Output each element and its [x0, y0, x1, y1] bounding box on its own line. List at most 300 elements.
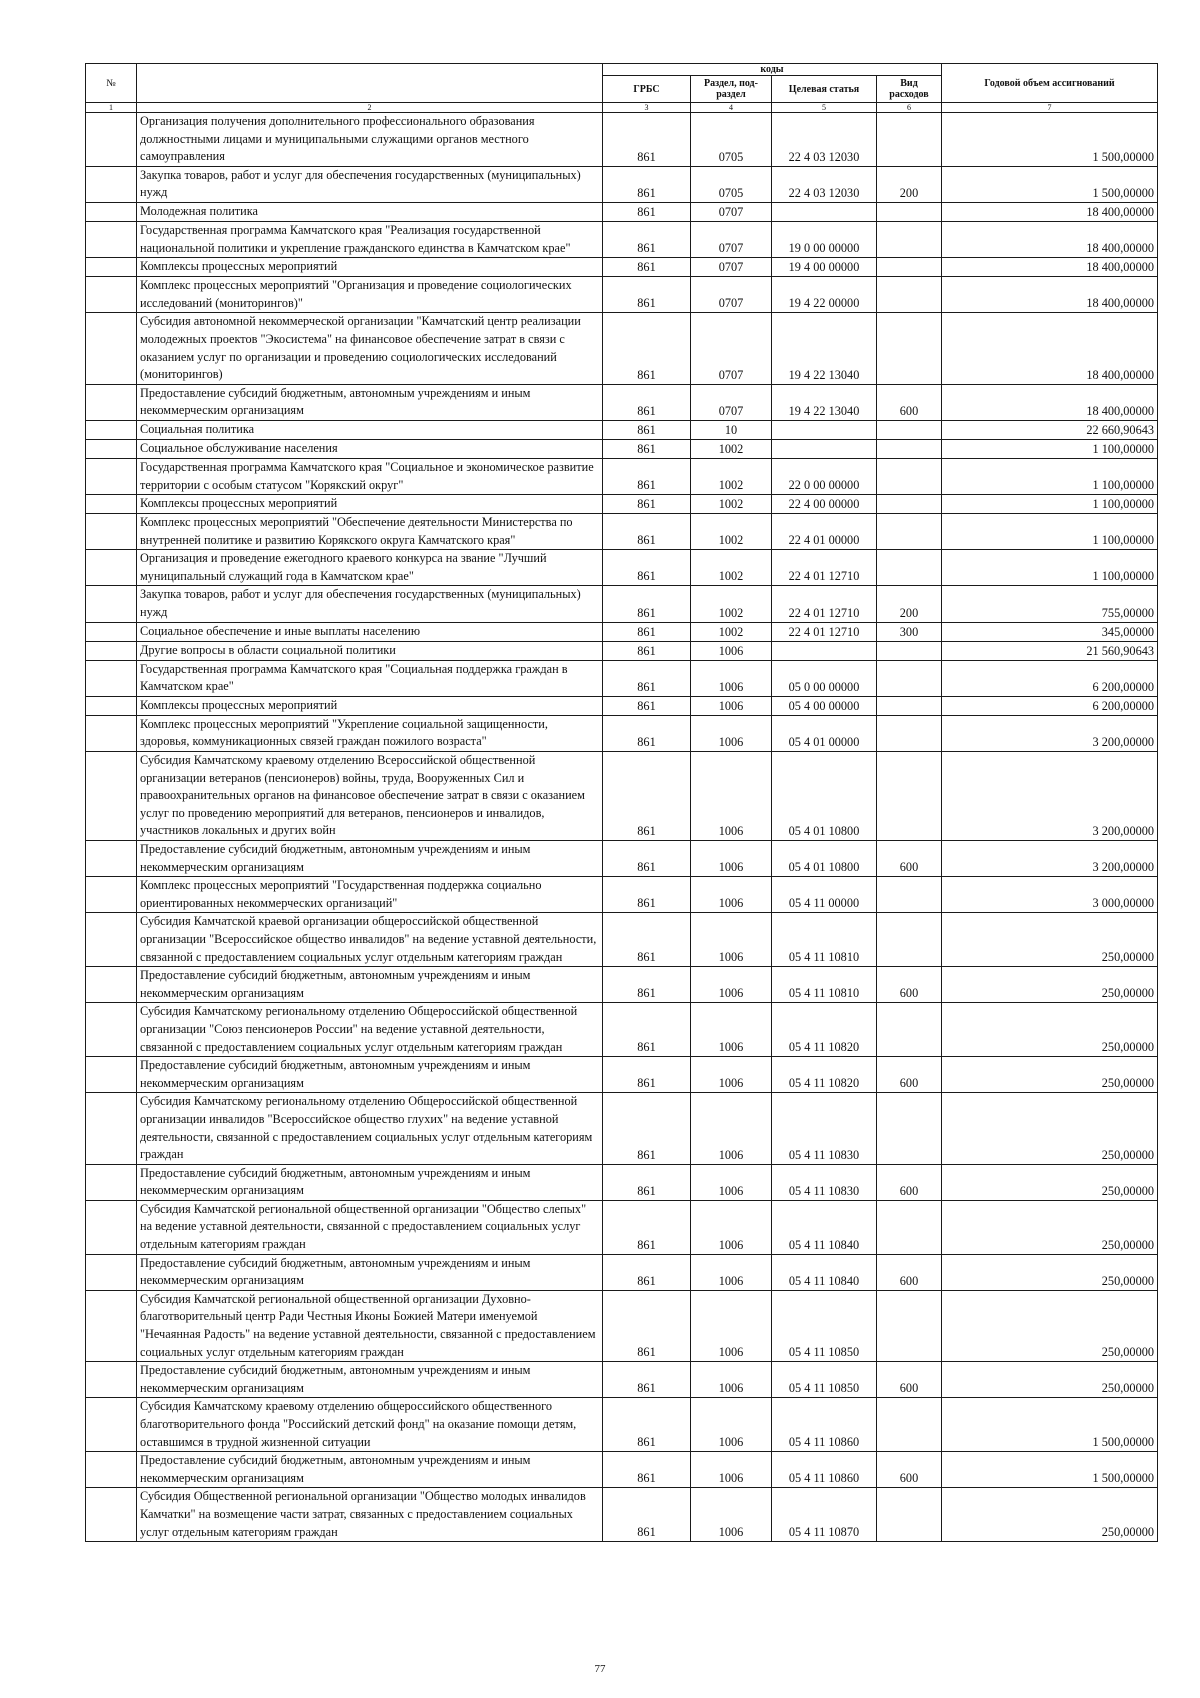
- row-grbs: 861: [603, 166, 691, 202]
- row-name: Организация получения дополнительного профессионального образования должностными лицами и муниципальными служащими органов местного самоуправления: [137, 113, 603, 167]
- row-section: 1006: [691, 967, 772, 1003]
- header-col-numbers: [86, 103, 1158, 113]
- row-section: 1006: [691, 752, 772, 841]
- row-number-cell: [86, 166, 137, 202]
- row-target: 05 4 11 10820: [772, 1003, 877, 1057]
- row-section: 0705: [691, 166, 772, 202]
- row-amount: 1 500,00000: [942, 166, 1158, 202]
- row-grbs: 861: [603, 1488, 691, 1542]
- row-name: Государственная программа Камчатского края "Социальная поддержка граждан в Камчатском крае": [137, 660, 603, 696]
- row-section: 1006: [691, 641, 772, 660]
- row-section: 1006: [691, 1362, 772, 1398]
- row-target: 05 4 11 10850: [772, 1362, 877, 1398]
- row-grbs: 861: [603, 1290, 691, 1361]
- row-grbs: 861: [603, 1254, 691, 1290]
- row-amount: 18 400,00000: [942, 258, 1158, 277]
- row-number-cell: [86, 550, 137, 586]
- row-amount: 3 000,00000: [942, 877, 1158, 913]
- row-name: Комплексы процессных мероприятий: [137, 495, 603, 514]
- table-row: [86, 660, 1158, 696]
- row-grbs: 861: [603, 752, 691, 841]
- row-number-cell: [86, 514, 137, 550]
- row-kind: [877, 1488, 942, 1542]
- row-target: 05 4 11 10860: [772, 1452, 877, 1488]
- table-header: [86, 64, 1158, 113]
- row-number-cell: [86, 458, 137, 494]
- page-number: 77: [594, 1663, 606, 1675]
- row-kind: 200: [877, 166, 942, 202]
- row-kind: [877, 1003, 942, 1057]
- row-target: 05 4 11 10840: [772, 1254, 877, 1290]
- row-amount: 1 100,00000: [942, 514, 1158, 550]
- row-section: 1002: [691, 458, 772, 494]
- row-target: 05 4 11 10830: [772, 1164, 877, 1200]
- row-name: Субсидия Камчатскому краевому отделению общероссийского общественного благотворительного фонда "Российский детский фонд" на оказание помощи детям, оставшимся в трудной жизненной ситуации: [137, 1398, 603, 1452]
- row-name: Другие вопросы в области социальной политики: [137, 641, 603, 660]
- row-kind: [877, 313, 942, 384]
- row-name: Субсидия Камчатскому региональному отделению Общероссийской общественной организации "Союз пенсионеров России" на ведение уставной деятельности, связанной с предоставлением социальных услуг отдельным категориям граждан: [137, 1003, 603, 1057]
- row-grbs: 861: [603, 221, 691, 257]
- row-grbs: 861: [603, 458, 691, 494]
- row-kind: 600: [877, 1057, 942, 1093]
- row-section: 0707: [691, 202, 772, 221]
- row-section: 1006: [691, 1290, 772, 1361]
- row-name: Социальная политика: [137, 420, 603, 439]
- row-name: Комплекс процессных мероприятий "Обеспечение деятельности Министерства по внутренней политике и развитию Корякского округа Камчатского края": [137, 514, 603, 550]
- row-amount: 18 400,00000: [942, 384, 1158, 420]
- row-amount: 18 400,00000: [942, 313, 1158, 384]
- row-name: Предоставление субсидий бюджетным, автономным учреждениям и иным некоммерческим организациям: [137, 1164, 603, 1200]
- row-amount: 250,00000: [942, 967, 1158, 1003]
- row-amount: 250,00000: [942, 1164, 1158, 1200]
- row-number-cell: [86, 1003, 137, 1057]
- row-kind: [877, 1290, 942, 1361]
- row-kind: [877, 277, 942, 313]
- row-kind: [877, 752, 942, 841]
- row-name: Субсидия Общественной региональной организации "Общество молодых инвалидов Камчатки" на возмещение части затрат, связанных с предоставлением социальных услуг отдельным категориям граждан: [137, 1488, 603, 1542]
- table-row: [86, 221, 1158, 257]
- header-target: Целевая статья: [772, 76, 877, 103]
- row-name: Субсидия Камчатской краевой организации общероссийской общественной организации "Всероссийское общество инвалидов" на ведение уставной деятельности, связанной с предоставлением социальных услуг отдельным категориям граждан: [137, 913, 603, 967]
- row-kind: [877, 458, 942, 494]
- row-grbs: 861: [603, 113, 691, 167]
- row-section: 1006: [691, 913, 772, 967]
- row-kind: [877, 113, 942, 167]
- header-grbs: ГРБС: [603, 76, 691, 103]
- row-amount: 250,00000: [942, 1488, 1158, 1542]
- table-row: [86, 277, 1158, 313]
- row-name: Комплексы процессных мероприятий: [137, 696, 603, 715]
- row-grbs: 861: [603, 1452, 691, 1488]
- row-target: 05 4 01 10800: [772, 752, 877, 841]
- row-grbs: 861: [603, 202, 691, 221]
- row-amount: 1 100,00000: [942, 495, 1158, 514]
- row-number-cell: [86, 1488, 137, 1542]
- row-name: Субсидия Камчатскому региональному отделению Общероссийской общественной организации инвалидов "Всероссийское общество глухих" на ведение уставной деятельности, связанной с предоставлением социальных услуг отдельным категориям граждан: [137, 1093, 603, 1164]
- row-section: 1006: [691, 1003, 772, 1057]
- row-section: 1006: [691, 1057, 772, 1093]
- row-section: 10: [691, 420, 772, 439]
- row-grbs: 861: [603, 641, 691, 660]
- row-grbs: 861: [603, 913, 691, 967]
- table-row: [86, 1003, 1158, 1057]
- row-grbs: 861: [603, 313, 691, 384]
- row-kind: [877, 715, 942, 751]
- budget-table-sheet: [85, 63, 1157, 1542]
- row-name: Предоставление субсидий бюджетным, автономным учреждениям и иным некоммерческим организациям: [137, 384, 603, 420]
- row-number-cell: [86, 1093, 137, 1164]
- row-target: 22 0 00 00000: [772, 458, 877, 494]
- col-number: 7: [942, 103, 1158, 113]
- row-section: 1006: [691, 660, 772, 696]
- row-amount: 22 660,90643: [942, 420, 1158, 439]
- row-section: 1002: [691, 495, 772, 514]
- row-section: 1006: [691, 1200, 772, 1254]
- row-section: 1006: [691, 1164, 772, 1200]
- row-grbs: 861: [603, 715, 691, 751]
- col-number: 3: [603, 103, 691, 113]
- row-number-cell: [86, 877, 137, 913]
- table-row: [86, 1057, 1158, 1093]
- table-row: [86, 1452, 1158, 1488]
- table-row: [86, 495, 1158, 514]
- row-number-cell: [86, 1164, 137, 1200]
- row-name: Социальное обслуживание населения: [137, 439, 603, 458]
- row-name: Закупка товаров, работ и услуг для обеспечения государственных (муниципальных) нужд: [137, 166, 603, 202]
- row-target: 05 4 11 10840: [772, 1200, 877, 1254]
- row-name: Комплекс процессных мероприятий "Укрепление социальной защищенности, здоровья, коммуникационных связей граждан пожилого возраста": [137, 715, 603, 751]
- row-number-cell: [86, 1057, 137, 1093]
- row-target: 22 4 01 12710: [772, 550, 877, 586]
- row-target: 22 4 01 12710: [772, 586, 877, 622]
- row-kind: [877, 514, 942, 550]
- row-grbs: 861: [603, 1003, 691, 1057]
- row-number-cell: [86, 202, 137, 221]
- row-target: 05 4 01 00000: [772, 715, 877, 751]
- row-name: Организация и проведение ежегодного краевого конкурса на звание "Лучший муниципальный служащий года в Камчатском крае": [137, 550, 603, 586]
- header-amount: Годовой объем ассигнований: [942, 64, 1158, 103]
- row-grbs: 861: [603, 258, 691, 277]
- row-section: 1002: [691, 514, 772, 550]
- row-amount: 250,00000: [942, 1254, 1158, 1290]
- row-grbs: 861: [603, 420, 691, 439]
- row-amount: 250,00000: [942, 1093, 1158, 1164]
- row-number-cell: [86, 1452, 137, 1488]
- row-number-cell: [86, 258, 137, 277]
- row-amount: 3 200,00000: [942, 752, 1158, 841]
- table-row: [86, 384, 1158, 420]
- row-kind: 600: [877, 1362, 942, 1398]
- row-number-cell: [86, 696, 137, 715]
- row-number-cell: [86, 913, 137, 967]
- row-kind: 600: [877, 1164, 942, 1200]
- table-row: [86, 752, 1158, 841]
- row-grbs: 861: [603, 1057, 691, 1093]
- row-target: 05 4 11 10850: [772, 1290, 877, 1361]
- row-number-cell: [86, 841, 137, 877]
- row-amount: 18 400,00000: [942, 202, 1158, 221]
- row-number-cell: [86, 1254, 137, 1290]
- row-grbs: 861: [603, 1398, 691, 1452]
- row-target: [772, 420, 877, 439]
- row-kind: [877, 439, 942, 458]
- table-row: [86, 641, 1158, 660]
- row-kind: [877, 550, 942, 586]
- row-grbs: 861: [603, 841, 691, 877]
- row-target: 05 4 11 10810: [772, 913, 877, 967]
- row-number-cell: [86, 660, 137, 696]
- budget-table: [85, 63, 1158, 1542]
- table-row: [86, 313, 1158, 384]
- row-name: Субсидия Камчатской региональной общественной организации "Общество слепых" на ведение уставной деятельности, связанной с предоставлением социальных услуг отдельным категориям граждан: [137, 1200, 603, 1254]
- row-grbs: 861: [603, 439, 691, 458]
- row-number-cell: [86, 1398, 137, 1452]
- header-name-col: [137, 64, 603, 103]
- row-target: [772, 641, 877, 660]
- row-section: 1006: [691, 715, 772, 751]
- row-amount: 1 500,00000: [942, 113, 1158, 167]
- row-kind: 200: [877, 586, 942, 622]
- row-kind: [877, 495, 942, 514]
- row-section: 1002: [691, 586, 772, 622]
- table-row: [86, 1093, 1158, 1164]
- row-target: 19 4 22 13040: [772, 384, 877, 420]
- row-kind: [877, 202, 942, 221]
- row-target: 19 4 22 13040: [772, 313, 877, 384]
- row-amount: 755,00000: [942, 586, 1158, 622]
- row-target: 22 4 01 00000: [772, 514, 877, 550]
- row-section: 0707: [691, 258, 772, 277]
- row-number-cell: [86, 752, 137, 841]
- row-kind: 600: [877, 967, 942, 1003]
- table-row: [86, 715, 1158, 751]
- table-row: [86, 1290, 1158, 1361]
- table-row: [86, 913, 1158, 967]
- row-amount: 6 200,00000: [942, 696, 1158, 715]
- table-row: [86, 1164, 1158, 1200]
- table-body: [86, 113, 1158, 1542]
- row-target: 05 4 11 10860: [772, 1398, 877, 1452]
- row-grbs: 861: [603, 586, 691, 622]
- row-grbs: 861: [603, 1164, 691, 1200]
- table-row: [86, 1488, 1158, 1542]
- row-grbs: 861: [603, 967, 691, 1003]
- row-amount: 1 100,00000: [942, 439, 1158, 458]
- row-amount: 250,00000: [942, 1362, 1158, 1398]
- header-kind: Вид расходов: [877, 76, 942, 103]
- row-name: Предоставление субсидий бюджетным, автономным учреждениям и иным некоммерческим организациям: [137, 1057, 603, 1093]
- row-amount: 345,00000: [942, 622, 1158, 641]
- row-target: 05 4 11 10820: [772, 1057, 877, 1093]
- row-name: Субсидия автономной некоммерческой организации "Камчатский центр реализации молодежных проектов "Экосистема" на финансовое обеспечение затрат в связи с оказанием услуг по организации и проведению социологических исследований (мониторингов): [137, 313, 603, 384]
- row-name: Молодежная политика: [137, 202, 603, 221]
- row-name: Предоставление субсидий бюджетным, автономным учреждениям и иным некоммерческим организациям: [137, 967, 603, 1003]
- row-amount: 250,00000: [942, 1290, 1158, 1361]
- row-name: Комплексы процессных мероприятий: [137, 258, 603, 277]
- row-section: 0707: [691, 221, 772, 257]
- row-grbs: 861: [603, 660, 691, 696]
- row-amount: 250,00000: [942, 913, 1158, 967]
- table-row: [86, 166, 1158, 202]
- row-number-cell: [86, 420, 137, 439]
- row-section: 1006: [691, 1452, 772, 1488]
- row-kind: [877, 258, 942, 277]
- row-grbs: 861: [603, 877, 691, 913]
- row-amount: 3 200,00000: [942, 841, 1158, 877]
- row-grbs: 861: [603, 1200, 691, 1254]
- row-name: Субсидия Камчатскому краевому отделению Всероссийской общественной организации ветеранов (пенсионеров) войны, труда, Вооруженных Сил и правоохранительных органов на финансовое обеспечение затрат в связи с оказанием услуг по проведению мероприятий для ветеранов, пенсионеров и инвалидов, участников локальных и других войн: [137, 752, 603, 841]
- row-grbs: 861: [603, 277, 691, 313]
- table-row: [86, 202, 1158, 221]
- row-number-cell: [86, 715, 137, 751]
- table-row: [86, 586, 1158, 622]
- col-number: 2: [137, 103, 603, 113]
- row-grbs: 861: [603, 495, 691, 514]
- table-row: [86, 550, 1158, 586]
- row-kind: [877, 420, 942, 439]
- table-row: [86, 514, 1158, 550]
- row-target: 05 4 01 10800: [772, 841, 877, 877]
- row-name: Государственная программа Камчатского края "Социальное и экономическое развитие территории с особым статусом "Корякский округ": [137, 458, 603, 494]
- row-target: 22 4 01 12710: [772, 622, 877, 641]
- row-target: 22 4 03 12030: [772, 113, 877, 167]
- row-kind: 600: [877, 841, 942, 877]
- row-target: 19 4 22 00000: [772, 277, 877, 313]
- row-amount: 250,00000: [942, 1057, 1158, 1093]
- table-row: [86, 258, 1158, 277]
- row-number-cell: [86, 495, 137, 514]
- row-amount: 18 400,00000: [942, 277, 1158, 313]
- row-name: Субсидия Камчатской региональной общественной организации Духовно-благотворительный центр Ради Честныя Иконы Божией Матери именуемой "Нечаянная Радость" на ведение уставной деятельности, связанной с предоставлением социальных услуг отдельным категориям граждан: [137, 1290, 603, 1361]
- row-section: 1002: [691, 622, 772, 641]
- row-kind: 300: [877, 622, 942, 641]
- row-target: [772, 202, 877, 221]
- row-target: 19 0 00 00000: [772, 221, 877, 257]
- row-grbs: 861: [603, 384, 691, 420]
- row-kind: [877, 913, 942, 967]
- row-section: 0707: [691, 384, 772, 420]
- row-number-cell: [86, 221, 137, 257]
- row-name: Комплекс процессных мероприятий "Государственная поддержка социально ориентированных некоммерческих организаций": [137, 877, 603, 913]
- table-row: [86, 1254, 1158, 1290]
- row-target: 05 4 00 00000: [772, 696, 877, 715]
- row-section: 1002: [691, 550, 772, 586]
- row-number-cell: [86, 113, 137, 167]
- row-grbs: 861: [603, 1093, 691, 1164]
- row-number-cell: [86, 439, 137, 458]
- table-row: [86, 841, 1158, 877]
- row-name: Социальное обеспечение и иные выплаты населению: [137, 622, 603, 641]
- header-codes: коды: [603, 64, 942, 76]
- row-kind: 600: [877, 1452, 942, 1488]
- table-row: [86, 458, 1158, 494]
- row-grbs: 861: [603, 622, 691, 641]
- row-kind: [877, 1200, 942, 1254]
- row-target: [772, 439, 877, 458]
- col-number: 4: [691, 103, 772, 113]
- row-target: 19 4 00 00000: [772, 258, 877, 277]
- row-target: 05 4 11 10870: [772, 1488, 877, 1542]
- row-amount: 1 500,00000: [942, 1398, 1158, 1452]
- table-row: [86, 1398, 1158, 1452]
- row-kind: 600: [877, 384, 942, 420]
- row-target: 22 4 03 12030: [772, 166, 877, 202]
- col-number: 5: [772, 103, 877, 113]
- row-number-cell: [86, 1362, 137, 1398]
- row-section: 0705: [691, 113, 772, 167]
- row-number-cell: [86, 277, 137, 313]
- row-number-cell: [86, 313, 137, 384]
- row-kind: [877, 660, 942, 696]
- row-number-cell: [86, 641, 137, 660]
- col-number: 1: [86, 103, 137, 113]
- row-section: 1006: [691, 1254, 772, 1290]
- row-grbs: 861: [603, 514, 691, 550]
- row-kind: 600: [877, 1254, 942, 1290]
- row-kind: [877, 221, 942, 257]
- row-amount: 21 560,90643: [942, 641, 1158, 660]
- row-number-cell: [86, 1290, 137, 1361]
- row-amount: 3 200,00000: [942, 715, 1158, 751]
- row-target: 05 4 11 00000: [772, 877, 877, 913]
- row-grbs: 861: [603, 550, 691, 586]
- row-target: 05 4 11 10830: [772, 1093, 877, 1164]
- table-row: [86, 967, 1158, 1003]
- row-target: 05 4 11 10810: [772, 967, 877, 1003]
- row-kind: [877, 696, 942, 715]
- row-name: Государственная программа Камчатского края "Реализация государственной национальной политики и укрепление гражданского единства в Камчатском крае": [137, 221, 603, 257]
- row-section: 1006: [691, 1488, 772, 1542]
- row-amount: 1 500,00000: [942, 1452, 1158, 1488]
- row-section: 1002: [691, 439, 772, 458]
- header-num: №: [86, 64, 137, 103]
- row-number-cell: [86, 384, 137, 420]
- row-amount: 18 400,00000: [942, 221, 1158, 257]
- row-amount: 1 100,00000: [942, 550, 1158, 586]
- row-section: 0707: [691, 313, 772, 384]
- table-row: [86, 439, 1158, 458]
- row-amount: 250,00000: [942, 1200, 1158, 1254]
- table-row: [86, 877, 1158, 913]
- table-row: [86, 622, 1158, 641]
- row-section: 1006: [691, 696, 772, 715]
- col-number: 6: [877, 103, 942, 113]
- row-target: 05 0 00 00000: [772, 660, 877, 696]
- row-target: 22 4 00 00000: [772, 495, 877, 514]
- row-amount: 6 200,00000: [942, 660, 1158, 696]
- row-number-cell: [86, 586, 137, 622]
- row-number-cell: [86, 1200, 137, 1254]
- row-name: Комплекс процессных мероприятий "Организация и проведение социологических исследований (мониторингов)": [137, 277, 603, 313]
- row-section: 1006: [691, 1093, 772, 1164]
- row-kind: [877, 641, 942, 660]
- row-number-cell: [86, 622, 137, 641]
- row-amount: 250,00000: [942, 1003, 1158, 1057]
- row-number-cell: [86, 967, 137, 1003]
- row-amount: 1 100,00000: [942, 458, 1158, 494]
- row-name: Закупка товаров, работ и услуг для обеспечения государственных (муниципальных) нужд: [137, 586, 603, 622]
- row-section: 1006: [691, 1398, 772, 1452]
- row-kind: [877, 877, 942, 913]
- row-grbs: 861: [603, 696, 691, 715]
- row-section: 0707: [691, 277, 772, 313]
- row-name: Предоставление субсидий бюджетным, автономным учреждениям и иным некоммерческим организациям: [137, 841, 603, 877]
- row-name: Предоставление субсидий бюджетным, автономным учреждениям и иным некоммерческим организациям: [137, 1452, 603, 1488]
- table-row: [86, 696, 1158, 715]
- row-kind: [877, 1398, 942, 1452]
- table-row: [86, 1200, 1158, 1254]
- row-section: 1006: [691, 841, 772, 877]
